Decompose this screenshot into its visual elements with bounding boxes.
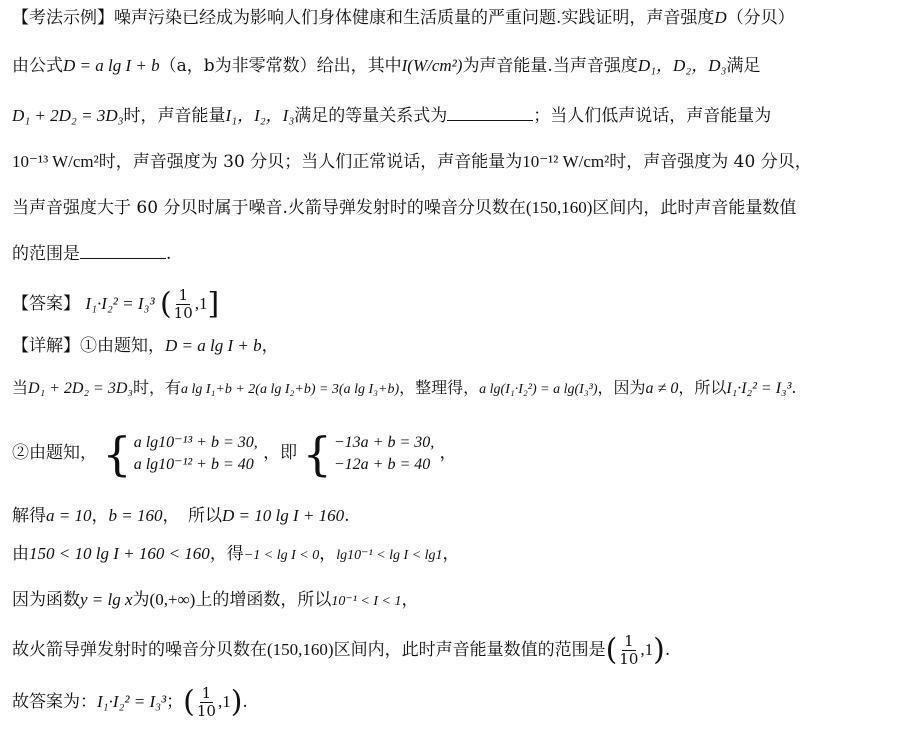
solution-line-8: 故答案为：I₁·I₂² = I₃³；( $\frac{1}{10}$ ,1). [12, 684, 248, 720]
solution-line-4: 解得a = 10，b = 160， 所以D = 10 lg I + 160. [12, 506, 350, 526]
problem-line-1: 【考法示例】噪声污染已经成为影响人们身体健康和生活质量的严重问题.实践证明，声音强度D（分贝） [12, 8, 795, 28]
answer-blank-1 [447, 104, 533, 121]
final-fraction: $\frac{1}{10}$ [196, 684, 216, 720]
solution-line-1: 【详解】①由题知，D = a lg I + b， [12, 336, 279, 356]
answer-relation: I₁·I₂² = I₃³ [85, 294, 155, 313]
solution-line-6: 因为函数y = lg x为(0,+∞)上的增函数，所以10⁻¹ < I < 1， [12, 590, 419, 610]
problem-line-4: 10⁻¹³ W/cm²时，声音强度为 30 分贝；当人们正常说话，声音能量为10⁻¹² W/cm²时，声音强度为 40 分贝， [12, 152, 812, 172]
solution-line-3: ②由题知， { a lg10⁻¹³ + b = 30, a lg10⁻¹² + b = 40 ，即 { −13a + b = 30, −12a + b = 40 ， [12, 426, 457, 481]
solution-tag: 【详解】 [12, 336, 80, 356]
equation-system-2: { −13a + b = 30, −12a + b = 40 [302, 426, 435, 481]
problem-line-5: 当声音强度大于 60 分贝时属于噪音.火箭导弹发射时的噪音分贝数在(150,160)区间内，此时声音能量数值 [12, 198, 797, 218]
equation-system-1: { a lg10⁻¹³ + b = 30, a lg10⁻¹² + b = 40 [102, 426, 258, 481]
solution-line-7: 故火箭导弹发射时的噪音分贝数在(150,160)区间内，此时声音能量数值的范围是( $\frac{1}{10}$ ,1). [12, 632, 671, 668]
solution-line-5: 由150 < 10 lg I + 160 < 160，得−1 < lg I < 0，lg10⁻¹ < lg I < lg1， [12, 544, 460, 564]
answer-blank-2 [80, 242, 166, 259]
answer-fraction: $\frac{1}{10}$ [173, 286, 193, 322]
answer-tag: 【答案】 [12, 294, 80, 314]
problem-tag: 【考法示例】 [12, 8, 114, 28]
answer-line: 【答案】 I₁·I₂² = I₃³ ( $\frac{1}{10}$ ,1] [12, 286, 220, 322]
problem-line-6: 的范围是 . [12, 244, 172, 264]
problem-line-3: D₁ + 2D₂ = 3D₃时，声音能量I₁，I₂，I₃满足的等量关系式为 ；当人们低声说话，声音能量为 [12, 106, 772, 126]
range-fraction: $\frac{1}{10}$ [619, 632, 639, 668]
problem-line-2: 由公式D = a lg I + b（a，b为非零常数）给出，其中I(W/cm²)为声音能量.当声音强度D₁，D₂，D₃满足 [12, 56, 761, 76]
solution-line-2: 当D₁ + 2D₂ = 3D₃时，有a lg I₁+b + 2(a lg I₂+b) = 3(a lg I₃+b)，整理得，a lg(I₁·I₂²) = a lg(I₃³)，因为a ≠ 0，所以I₁·I₂² = I₃³. [12, 378, 797, 397]
